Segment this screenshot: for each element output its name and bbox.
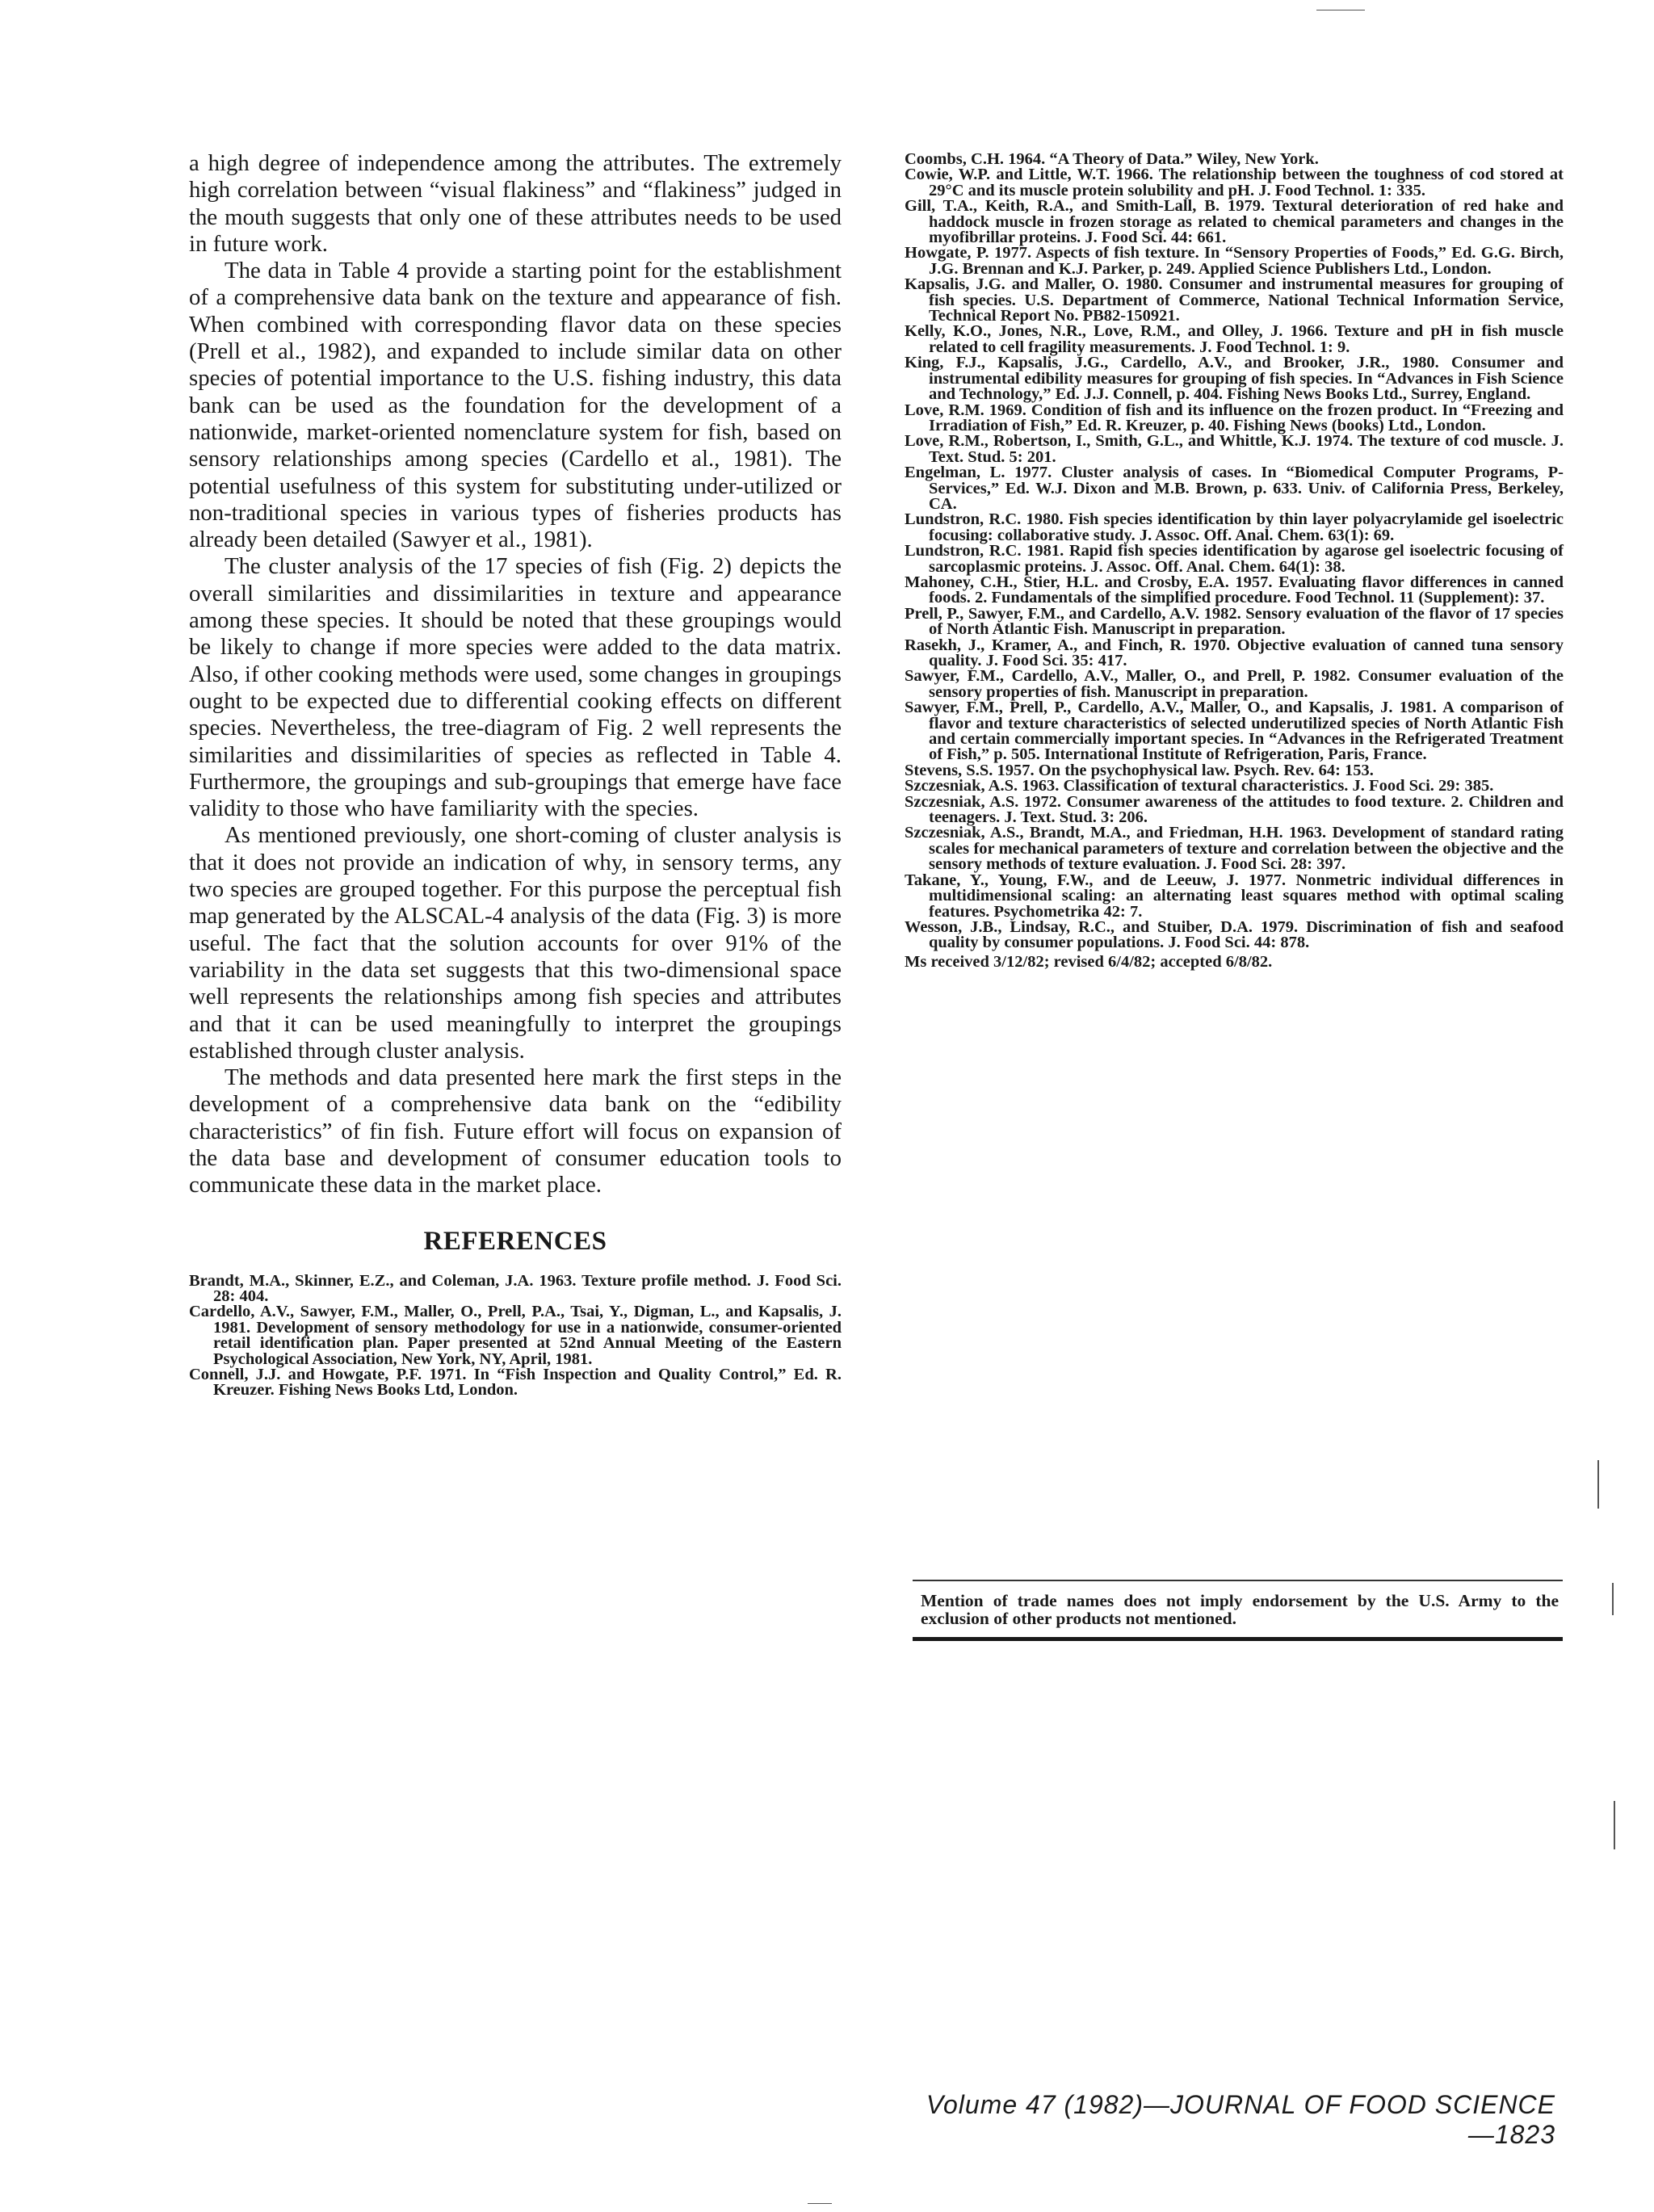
page-footer: Volume 47 (1982)—JOURNAL OF FOOD SCIENCE—1823: [926, 2090, 1555, 2149]
references-heading: REFERENCES: [423, 1226, 607, 1256]
reference-entry: Mahoney, C.H., Stier, H.L. and Crosby, E.A. 1957. Evaluating flavor differences in canned foods. 2. Fundamentals of the simplified procedure. Food Technol. 11 (Supplement): 37.: [905, 573, 1564, 607]
body-paragraph: The cluster analysis of the 17 species of fish (Fig. 2) depicts the overall similarities and dissimilarities in texture and appearance among these species. It should be noted that these groupings would be likely to change if more species were added to the data matrix. Also, if other cooking methods were used, some changes in groupings ought to be expected due to differential cooking effects on different species. Nevertheless, the tree-diagram of Fig. 2 well represents the similarities and dissimilarities of species as reflected in Table 4. Furthermore, the groupings and sub-groupings that emerge have face validity to those who have familiarity with the species.: [189, 553, 842, 822]
reference-entry: Howgate, P. 1977. Aspects of fish texture. In “Sensory Properties of Foods,” Ed. G.G. Birch, J.G. Brennan and K.J. Parker, p. 249. Applied Science Publishers Ltd., London.: [905, 244, 1564, 278]
reference-entry: Rasekh, J., Kramer, A., and Finch, R. 1970. Objective evaluation of canned tuna sensory quality. J. Food Sci. 35: 417.: [905, 636, 1564, 669]
scan-mark: [1597, 1460, 1599, 1509]
scan-mark: [1612, 1583, 1614, 1615]
reference-entry: Wesson, J.B., Lindsay, R.C., and Stuiber, D.A. 1979. Discrimination of fish and seafood quality by consumer populations. J. Food Sci. 44: 878.: [905, 917, 1564, 952]
reference-entry: Love, R.M. 1969. Condition of fish and its influence on the frozen product. In “Freezing and Irradiation of Fish,” Ed. R. Kreuzer, p. 40. Fishing News (books) Ltd., London.: [905, 401, 1564, 434]
reference-entry: Szczesniak, A.S., Brandt, M.A., and Friedman, H.H. 1963. Development of standard rating scales for mechanical parameters of texture and correlation between the objective and the sensory methods of texture evaluation. J. Food Sci. 28: 397.: [905, 824, 1564, 874]
body-paragraph: The data in Table 4 provide a starting point for the establishment of a comprehensive data bank on the texture and appearance of fish. When combined with corresponding flavor data on these species (Prell et al., 1982), and expanded to include similar data on other species of potential importance to the U.S. fishing industry, this data bank can be used as the foundation for the development of a nationwide, market-oriented nomenclature system for fish, based on sensory relationships among species (Cardello et al., 1981). The potential usefulness of this system for substituting under-utilized or non-traditional species in various types of fisheries products has already been detailed (Sawyer et al., 1981).: [189, 258, 842, 553]
note-top-rule: [913, 1580, 1563, 1581]
trade-names-note: Mention of trade names does not imply endorsement by the U.S. Army to the exclusion of other products not mentioned.: [921, 1591, 1559, 1628]
reference-entry: Cowie, W.P. and Little, W.T. 1966. The relationship between the toughness of cod stored at 29°C and its muscle protein solubility and pH. J. Food Technol. 1: 335.: [905, 166, 1564, 199]
reference-entry: King, F.J., Kapsalis, J.G., Cardello, A.V., and Brooker, J.R., 1980. Consumer and instrumental edibility measures for grouping of fish species. In “Advances in Fish Science and Technology,” Ed. J.J. Connell, p. 404. Fishing News Books Ltd., Surrey, England.: [905, 354, 1564, 404]
reference-entry: Szczesniak, A.S. 1972. Consumer awareness of the attitudes to food texture. 2. Children and teenagers. J. Text. Stud. 3: 206.: [905, 792, 1564, 827]
scan-mark: [808, 2203, 832, 2204]
reference-entry: Love, R.M., Robertson, I., Smith, G.L., and Whittle, K.J. 1974. The texture of cod muscle. J. Text. Stud. 5: 201.: [905, 432, 1564, 466]
scan-mark: [1614, 1801, 1615, 1849]
reference-entry: Stevens, S.S. 1957. On the psychophysical law. Psych. Rev. 64: 153.: [905, 761, 1374, 779]
body-paragraph: The methods and data presented here mark the first steps in the development of a comprehensive data bank on the “edibility characteristics” of fin fish. Future effort will focus on expansion of the data base and development of consumer education tools to communicate these data in the market place.: [189, 1064, 842, 1198]
reference-entry: Sawyer, F.M., Prell, P., Cardello, A.V., Maller, O., and Kapsalis, J. 1981. A comparison of flavor and texture characteristics of selected underutilized species of North Atlantic Fish and certain commercially important species. In “Advances in the Refrigerated Treatment of Fish,” p. 505. International Institute of Refrigeration, Paris, France.: [905, 699, 1564, 764]
reference-entry: Coombs, C.H. 1964. “A Theory of Data.” Wiley, New York.: [905, 150, 1319, 168]
reference-entry: Szczesniak, A.S. 1963. Classification of textural characteristics. J. Food Sci. 29: 385.: [905, 777, 1494, 795]
reference-entry: Lundstron, R.C. 1980. Fish species identification by thin layer polyacrylamide gel isoelectric focusing: collaborative study. J. Assoc. Off. Anal. Chem. 63(1): 69.: [905, 510, 1564, 544]
reference-entry: Gill, T.A., Keith, R.A., and Smith-Lall, B. 1979. Textural deterioration of red hake and haddock muscle in frozen storage as related to chemical parameters and changes in the myofibrillar proteins. J. Food Sci. 44: 661.: [905, 197, 1564, 247]
body-paragraph: a high degree of independence among the attributes. The extremely high correlation between “visual flakiness” and “flakiness” judged in the mouth suggests that only one of these attributes needs to be used in future work.: [189, 150, 842, 257]
reference-entry: Connell, J.J. and Howgate, P.F. 1971. In “Fish Inspection and Quality Control,” Ed. R. Kreuzer. Fishing News Books Ltd, London.: [189, 1366, 842, 1400]
reference-entry: Kapsalis, J.G. and Maller, O. 1980. Consumer and instrumental measures for grouping of fish species. U.S. Department of Commerce, National Technical Information Service, Technical Report No. PB82-150921.: [905, 275, 1564, 325]
reference-entry: Kelly, K.O., Jones, N.R., Love, R.M., and Olley, J. 1966. Texture and pH in fish muscle related to cell fragility measurements. J. Food Technol. 1: 9.: [905, 322, 1564, 356]
body-paragraph: As mentioned previously, one short-coming of cluster analysis is that it does not provide an indication of why, in sensory terms, any two species are grouped together. For this purpose the perceptual fish map generated by the ALSCAL-4 analysis of the data (Fig. 3) is more useful. The fact that the solution accounts for over 91% of the variability in the data set suggests that this two-dimensional space well represents the relationships among fish species and attributes and that it can be used meaningfully to interpret the groupings established through cluster analysis.: [189, 822, 842, 1064]
reference-entry: Prell, P., Sawyer, F.M., and Cardello, A.V. 1982. Sensory evaluation of the flavor of 17 species of North Atlantic Fish. Manuscript in preparation.: [905, 604, 1564, 639]
reference-entry: Sawyer, F.M., Cardello, A.V., Maller, O., and Prell, P. 1982. Consumer evaluation of the sensory properties of fish. Manuscript in preparation.: [905, 667, 1564, 701]
reference-entry: Takane, Y., Young, F.W., and de Leeuw, J. 1977. Nonmetric individual differences in multidimensional scaling: an alternating least squares method with optimal scaling features. Psychometrika 42: 7.: [905, 871, 1564, 921]
note-bottom-rule: [913, 1637, 1563, 1641]
right-column: [905, 152, 1564, 970]
reference-entry: Lundstron, R.C. 1981. Rapid fish species identification by agarose gel isoelectric focusing of sarcoplasmic proteins. J. Assoc. Off. Anal. Chem. 64(1): 38.: [905, 542, 1564, 576]
reference-entry: Cardello, A.V., Sawyer, F.M., Maller, O., Prell, P.A., Tsai, Y., Digman, L., and Kapsalis, J. 1981. Development of sensory methodology for use in a nationwide, consumer-oriented retail identification plan. Paper presented at 52nd Annual Meeting of the Eastern Psychological Association, New York, NY, April, 1981.: [189, 1303, 842, 1368]
left-column: [189, 150, 842, 1399]
reference-entry: Brandt, M.A., Skinner, E.Z., and Coleman, J.A. 1963. Texture profile method. J. Food Sci. 28: 404.: [189, 1271, 842, 1305]
reference-entry: Engelman, L. 1977. Cluster analysis of cases. In “Biomedical Computer Programs, P-Services,” Ed. W.J. Dixon and M.B. Brown, p. 633. Univ. of California Press, Berkeley, CA.: [905, 464, 1564, 513]
manuscript-dates: Ms received 3/12/82; revised 6/4/82; accepted 6/8/82.: [905, 952, 1273, 971]
